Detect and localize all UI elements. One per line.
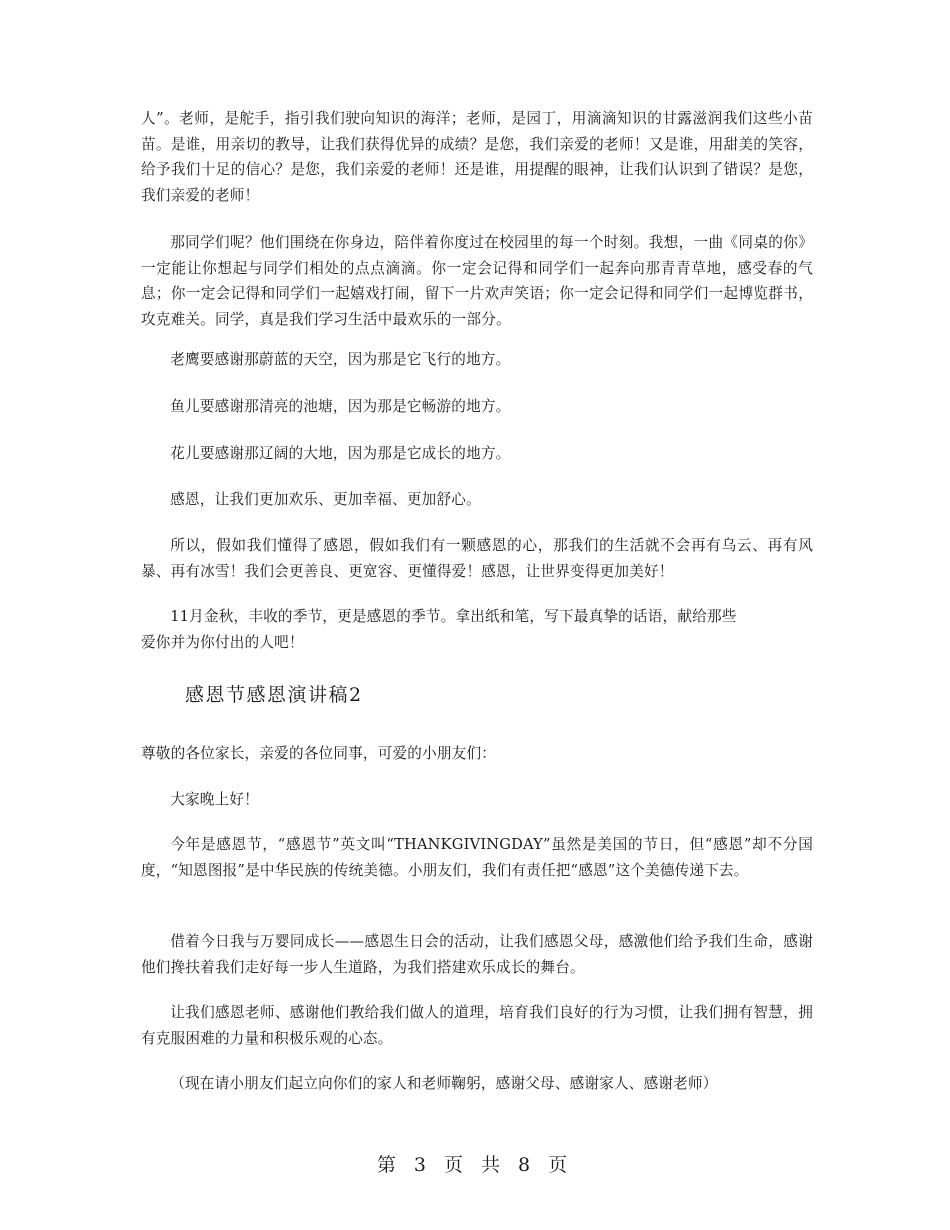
paragraph-teachers: 让我们感恩老师、感谢他们教给我们做人的道理，培育我们良好的行为习惯，让我们拥有智慧，拥有克服困难的力量和积极乐观的心态。 — [141, 1004, 813, 1047]
paragraph-november-line1: 11月金秋，丰收的季节，更是感恩的季节。拿出纸和笔，写下最真挚的话语，献给那些 — [170, 608, 737, 625]
paragraph-november-line2: 爱你并为你付出的人吧！ — [141, 633, 304, 651]
paragraph-november — [141, 604, 813, 655]
paragraph-salutation: 尊敬的各位家长，亲爱的各位同事，可爱的小朋友们： — [141, 745, 497, 762]
paragraph-classmates: 那同学们呢？他们围绕在你身边，陪伴着你度过在校园里的每一个时刻。我想，一曲《同桌的你》一定能让你想起与同学们相处的点点滴滴。你一定会记得和同学们一起奔向那青青草地，感受春的气息；你一定会记得和同学们一起嬉戏打闹，留下一片欢声笑语；你一定会记得和同学们一起博览群书，攻克难关。同学，真是我们学习生活中最欢乐的一部分。 — [141, 234, 813, 328]
page-number-footer: 第 3 页 共 8 页 — [376, 1154, 574, 1176]
paragraph-teacher: 人”。老师，是舵手，指引我们驶向知识的海洋；老师，是园丁，用滴滴知识的甘露滋润我们这些小苗苗。是谁，用亲切的教导，让我们获得优异的成绩？是您，我们亲爱的老师！又是谁，用甜美的笑容，给予我们十足的信心？是您，我们亲爱的老师！还是谁，用提醒的眼神，让我们认识到了错误？是您，我们亲爱的老师！ — [141, 110, 813, 204]
paragraph-parents: 借着今日我与万婴同成长——感恩生日会的活动，让我们感恩父母，感激他们给予我们生命，感谢他们搀扶着我们走好每一步人生道路，为我们搭建欢乐成长的舞台。 — [141, 933, 813, 976]
section-heading: 感恩节感恩演讲稿2 — [185, 684, 363, 706]
paragraph-bow: （现在请小朋友们起立向你们的家人和老师鞠躬，感谢父母、感谢家人、感谢老师） — [170, 1075, 718, 1092]
paragraph-gratitude: 感恩，让我们更加欢乐、更加幸福、更加舒心。 — [170, 491, 481, 508]
paragraph-greeting: 大家晚上好！ — [170, 791, 259, 808]
paragraph-fish: 鱼儿要感谢那清亮的池塘，因为那是它畅游的地方。 — [170, 398, 511, 415]
paragraph-flower: 花儿要感谢那辽阔的大地，因为那是它成长的地方。 — [170, 445, 511, 462]
paragraph-conclusion: 所以，假如我们懂得了感恩，假如我们有一颗感恩的心，那我们的生活就不会再有乌云、再有风暴、再有冰雪！我们会更善良、更宽容、更懂得爱！感恩，让世界变得更加美好！ — [141, 537, 813, 580]
paragraph-thanksgiving: 今年是感恩节，“感恩节”英文叫“THANKGIVINGDAY”虽然是美国的节日，但“感恩”却不分国度，“知恩图报”是中华民族的传统美德。小朋友们，我们有责任把“感恩”这个美德传递下去。 — [141, 836, 813, 879]
paragraph-eagle: 老鹰要感谢那蔚蓝的天空，因为那是它飞行的地方。 — [170, 351, 511, 368]
